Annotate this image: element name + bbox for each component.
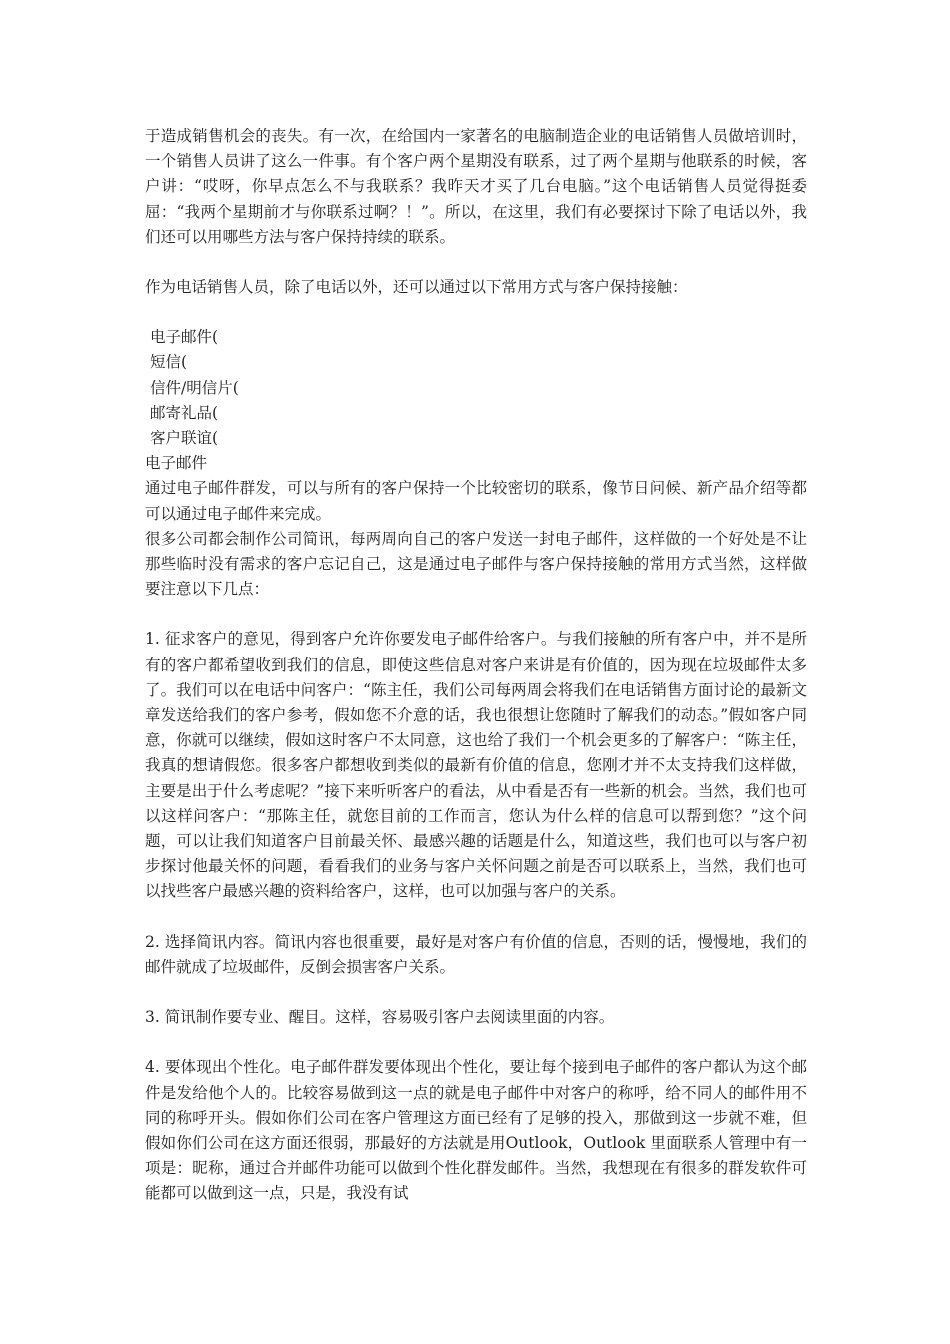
- spacer: [145, 250, 807, 275]
- newsletter-paragraph: 很多公司都会制作公司简讯，每两周向自己的客户发送一封电子邮件，这样做的一个好处是不让那些临时没有需求的客户忘记自己，这是通过电子邮件与客户保持接触的常用方式当然，这样做要注意以下几点：: [145, 529, 807, 599]
- email-paragraph: 通过电子邮件群发，可以与所有的客户保持一个比较密切的联系，像节日问候、新产品介绍等都可以通过电子邮件来完成。: [145, 479, 807, 523]
- point-1-paragraph: 1. 征求客户的意见，得到客户允许你要发电子邮件给客户。与我们接触的所有客户中，并不是所有的客户都希望收到我们的信息，即使这些信息对客户来讲是有价值的，因为现在垃圾邮件太多了。我们可以在电话中问客户：“陈主任，我们公司每两周会将我们在电话销售方面讨论的最新文章发送给我们的客户参考，假如您不介意的话，我也很想让您随时了解我们的动态。”假如客户同意，你就可以继续，假如这时客户不太同意，这也给了我们一个机会更多的了解客户：“陈主任，我真的想请假您。很多客户都想收到类似的最新有价值的信息，您刚才并不太支持我们这样做，主要是出于什么考虑呢？”接下来听听客户的看法，从中看是否有一些新的机会。当然，我们也可以这样问客户：“那陈主任，就您目前的工作而言，您认为什么样的信息可以帮到您？”这个问题，可以让我们知道客户目前最关怀、最感兴趣的话题是什么，知道这些，我们也可以与客户初步探讨他最关怀的问题，看看我们的业务与客户关怀问题之前是否可以联系上，当然，我们也可以找些客户最感兴趣的资料给客户，这样，也可以加强与客户的关系。: [145, 630, 807, 901]
- list-item: 信件/明信片(: [150, 378, 239, 397]
- list-item: 客户联谊(: [150, 429, 219, 448]
- point-4-paragraph: 4. 要体现出个性化。电子邮件群发要体现出个性化，要让每个接到电子邮件的客户都认为这个邮件是发给他个人的。比较容易做到这一点的就是电子邮件中对客户的称呼，给不同人的邮件用不同的称呼开头。假如你们公司在客户管理这方面已经有了足够的投入，那做到这一步就不难，但假如你们公司在这方面还很弱，那最好的方法就是用Outlook，Outlook 里面联系人管理中有一项是：昵称，通过合并邮件功能可以做到个性化群发邮件。当然，我想现在有很多的群发软件可能都可以做到这一点，只是，我没有试: [145, 1058, 807, 1203]
- spacer: [145, 1030, 807, 1055]
- contact-methods-intro: 作为电话销售人员，除了电话以外，还可以通过以下常用方式与客户保持接触：: [145, 278, 688, 297]
- spacer: [145, 602, 807, 627]
- document-body: [145, 124, 807, 1207]
- point-3-paragraph: 3. 简讯制作要专业、醒目。这样，容易吸引客户去阅读里面的内容。: [145, 1008, 615, 1027]
- list-item: 邮寄礼品(: [150, 403, 219, 422]
- spacer: [145, 300, 807, 325]
- section-heading-email: 电子邮件: [145, 454, 208, 473]
- intro-paragraph: 于造成销售机会的丧失。有一次，在给国内一家著名的电脑制造企业的电话销售人员做培训时，一个销售人员讲了这么一件事。有个客户两个星期没有联系，过了两个星期与他联系的时候，客户讲：“哎呀，你早点怎么不与我联系？我昨天才买了几台电脑。”这个电话销售人员觉得挺委屈：“我两个星期前才与你联系过啊？！”。所以，在这里，我们有必要探讨下除了电话以外，我们还可以用哪些方法与客户保持持续的联系。: [145, 127, 807, 246]
- list-item: 电子邮件(: [150, 328, 219, 347]
- point-2-paragraph: 2. 选择简讯内容。简讯内容也很重要，最好是对客户有价值的信息，否则的话，慢慢地，我们的邮件就成了垃圾邮件，反倒会损害客户关系。: [145, 932, 807, 976]
- contact-methods-list: [145, 325, 807, 451]
- list-item: 短信(: [150, 353, 188, 372]
- spacer: [145, 980, 807, 1005]
- spacer: [145, 905, 807, 930]
